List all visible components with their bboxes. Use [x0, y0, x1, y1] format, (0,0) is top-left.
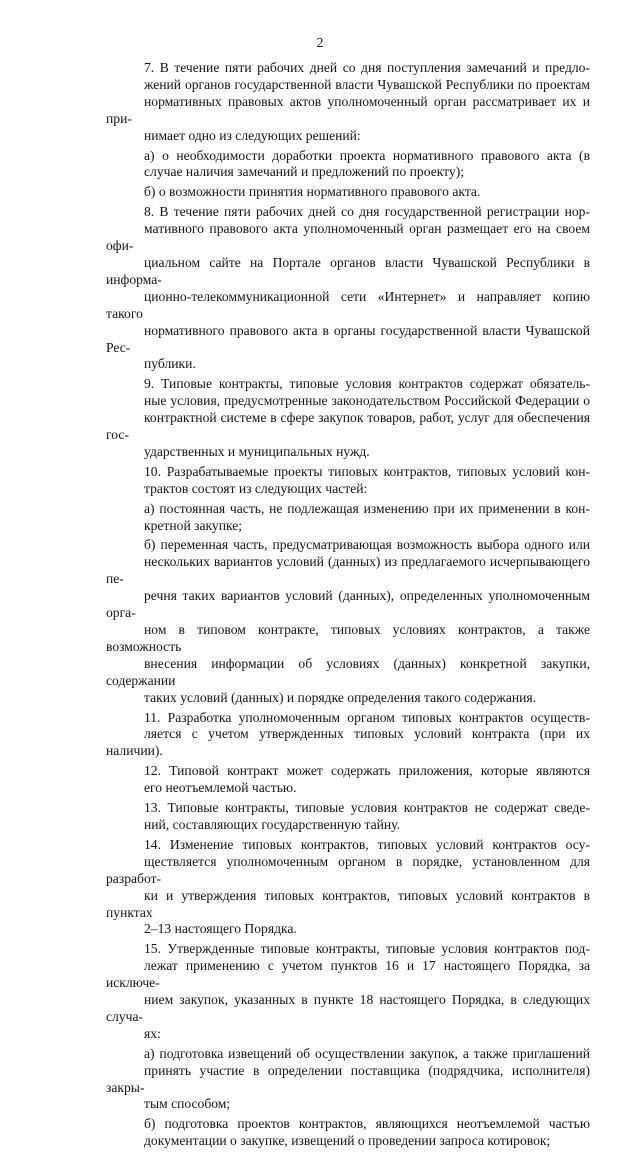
paragraph-15b	[106, 1116, 590, 1150]
text-line: кретной закупке;	[144, 517, 243, 533]
text-line: таких условий (данных) и порядке определения такого содержания.	[144, 689, 537, 705]
paragraph-10	[106, 464, 590, 498]
text-line: контрактной системе в сфере закупок товаров, работ, услуг для обеспечения гос-	[106, 410, 590, 443]
text-line: его неотъемлемой частью.	[144, 780, 297, 796]
paragraph-13	[106, 800, 590, 834]
text-line: ном в типовом контракте, типовых условиях контрактов, а также возможность	[106, 622, 590, 654]
paragraph-15a	[106, 1046, 590, 1114]
text-line: жений органов государственной власти Чувашской Республики по проектам	[144, 76, 590, 92]
text-line: ки и утверждения типовых контрактов, типовых условий контрактов в пунктах	[106, 887, 590, 920]
text-line: нескольких вариантов условий (данных) из предлагаемого исчерпывающего пе-	[106, 554, 590, 587]
paragraph-11	[106, 710, 590, 761]
paragraph-10a	[106, 501, 590, 535]
text-line: 2–13 настоящего Порядка.	[144, 921, 297, 937]
text-line: б) подготовка проектов контрактов, являющихся неотъемлемой частью	[144, 1116, 590, 1132]
text-line: нормативных правовых актов уполномоченный орган рассматривает их и при-	[106, 93, 590, 126]
text-line: нимает одно из следующих решений:	[144, 127, 361, 143]
text-line: 9. Типовые контракты, типовые условия контрактов содержат обязатель-	[144, 376, 590, 392]
text-line: ударственных и муниципальных нужд.	[144, 443, 370, 459]
text-line: принять участие в определении поставщика (подрядчика, исполнителя) закры-	[106, 1062, 590, 1095]
text-line: 15. Утвержденные типовые контракты, типовые условия контрактов под-	[144, 941, 590, 957]
text-line: б) о возможности принятия нормативного правового акта.	[144, 184, 481, 200]
text-line: 14. Изменение типовых контрактов, типовых условий контрактов осу-	[144, 836, 590, 852]
text-line: ний, составляющих государственную тайну.	[144, 816, 401, 832]
text-line: а) постоянная часть, не подлежащая изменению при их применении в кон-	[144, 500, 590, 516]
paragraph-7b	[106, 184, 590, 201]
text-line: публики.	[144, 356, 196, 372]
paragraph-9	[106, 376, 590, 461]
text-line: ные условия, предусмотренные законодательством Российской Федерации о	[144, 393, 590, 409]
text-line: нием закупок, указанных в пункте 18 настоящего Порядка, в следующих случа-	[106, 992, 590, 1024]
text-line: речня таких вариантов условий (данных), определенных уполномоченным орга-	[106, 588, 590, 621]
paragraph-14	[106, 837, 590, 938]
text-line: документации о закупке, извещений о проведении запроса котировок;	[144, 1133, 551, 1149]
paragraph-15	[106, 941, 590, 1042]
document-body	[106, 60, 590, 1153]
page-number: 2	[316, 36, 324, 51]
text-line: ляется с учетом утвержденных типовых условий контракта (при их наличии).	[106, 726, 590, 759]
paragraph-7a	[106, 148, 590, 182]
text-line: трактов состоят из следующих частей:	[144, 480, 368, 496]
text-line: 7. В течение пяти рабочих дней со дня поступления замечаний и предло-	[144, 60, 590, 75]
text-line: а) подготовка извещений об осуществлении закупок, а также приглашений	[144, 1045, 590, 1061]
text-line: ществляется уполномоченным органом в порядке, установленном для разработ-	[106, 853, 590, 886]
text-line: 11. Разработка уполномоченным органом типовых контрактов осуществ-	[144, 709, 590, 725]
text-line: б) переменная часть, предусматривающая возможность выбора одного или	[144, 537, 590, 553]
text-line: тым способом;	[144, 1096, 231, 1112]
paragraph-8	[106, 204, 590, 373]
text-line: 12. Типовой контракт может содержать приложения, которые являются	[144, 763, 590, 779]
text-line: а) о необходимости доработки проекта нормативного правового акта (в	[144, 147, 590, 163]
text-line: лежат применению с учетом пунктов 16 и 17 настоящего Порядка, за исключе-	[106, 958, 590, 991]
text-line: мативного правового акта уполномоченный орган размещает его на своем офи-	[106, 221, 590, 254]
text-line: циальном сайте на Портале органов власти Чувашской Республики в информа-	[106, 254, 590, 287]
text-line: ционно-телекоммуникационной сети «Интернет» и направляет копию такого	[106, 288, 590, 321]
text-line: внесения информации об условиях (данных) конкретной закупки, содержании	[106, 655, 590, 688]
text-line: 8. В течение пяти рабочих дней со дня государственной регистрации нор-	[144, 204, 590, 220]
text-line: ях:	[144, 1025, 161, 1041]
paragraph-7	[106, 60, 590, 145]
text-line: 13. Типовые контракты, типовые условия контрактов не содержат сведе-	[144, 800, 590, 816]
text-line: случае наличия замечаний и предложений по проекту);	[144, 164, 465, 180]
text-line: 10. Разрабатываемые проекты типовых контрактов, типовых условий кон-	[144, 463, 590, 479]
text-line: нормативного правового акта в органы государственной власти Чувашской Рес-	[106, 322, 590, 355]
paragraph-12	[106, 763, 590, 797]
paragraph-10b	[106, 537, 590, 706]
